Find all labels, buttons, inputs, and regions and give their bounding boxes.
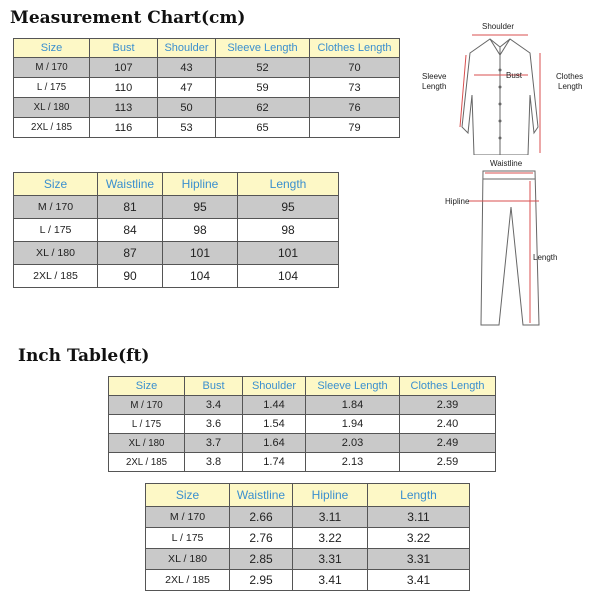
size-cell: XL / 180 [146,549,230,570]
value-cell: 59 [216,78,310,98]
value-cell: 1.84 [306,396,400,415]
waistline-label: Waistline [490,159,523,168]
sleeve-label-1: Sleeve [422,72,447,81]
value-cell: 47 [158,78,216,98]
column-header: Size [14,173,98,196]
value-cell: 2.66 [230,507,293,528]
value-cell: 95 [238,196,339,219]
value-cell: 3.4 [185,396,243,415]
value-cell: 79 [310,118,400,138]
value-cell: 3.22 [368,528,470,549]
value-cell: 43 [158,58,216,78]
table-row [14,118,400,138]
size-cell: M / 170 [14,196,98,219]
table-row [14,196,339,219]
header-row [14,39,400,58]
size-cell: L / 175 [146,528,230,549]
value-cell: 90 [98,265,163,288]
size-cell: XL / 180 [109,434,185,453]
value-cell: 116 [90,118,158,138]
value-cell: 1.54 [243,415,306,434]
value-cell: 2.49 [400,434,496,453]
table-row [146,528,470,549]
header-row [109,377,496,396]
size-cell: XL / 180 [14,242,98,265]
column-header: Sleeve Length [306,377,400,396]
value-cell: 101 [238,242,339,265]
value-cell: 101 [163,242,238,265]
value-cell: 3.41 [293,570,368,591]
size-cell: M / 170 [146,507,230,528]
size-cell: 2XL / 185 [14,265,98,288]
value-cell: 76 [310,98,400,118]
column-header: Size [146,484,230,507]
clothes-label-1: Clothes [556,72,584,81]
size-cell: 2XL / 185 [146,570,230,591]
column-header: Clothes Length [310,39,400,58]
table-row [146,570,470,591]
clothes-label-2: Length [558,82,583,91]
table-row [14,98,400,118]
column-header: Hipline [293,484,368,507]
value-cell: 110 [90,78,158,98]
size-cell: L / 175 [14,78,90,98]
shoulder-label: Shoulder [482,22,515,31]
table-row [146,507,470,528]
value-cell: 98 [238,219,339,242]
inch-top-table [108,376,496,472]
value-cell: 3.6 [185,415,243,434]
value-cell: 2.95 [230,570,293,591]
shirt-outline-icon [462,39,538,155]
value-cell: 98 [163,219,238,242]
value-cell: 1.44 [243,396,306,415]
column-header: Sleeve Length [216,39,310,58]
value-cell: 1.74 [243,453,306,472]
value-cell: 2.03 [306,434,400,453]
value-cell: 3.7 [185,434,243,453]
size-cell: 2XL / 185 [14,118,90,138]
column-header: Size [14,39,90,58]
measurement-chart-heading: Measurement Chart(cm) [10,8,246,28]
size-cell: M / 170 [109,396,185,415]
value-cell: 104 [163,265,238,288]
value-cell: 3.31 [293,549,368,570]
column-header: Size [109,377,185,396]
sleeve-label-2: Length [422,82,447,91]
table-row [109,415,496,434]
value-cell: 104 [238,265,339,288]
value-cell: 95 [163,196,238,219]
inch-pants-table [145,483,470,591]
header-row [14,173,339,196]
column-header: Length [238,173,339,196]
shirt-diagram [418,15,598,155]
cm-top-table [13,38,400,138]
cm-pants-table [13,172,339,288]
value-cell: 113 [90,98,158,118]
pants-diagram [435,155,595,330]
size-cell: L / 175 [109,415,185,434]
value-cell: 2.59 [400,453,496,472]
value-cell: 62 [216,98,310,118]
table-row [14,242,339,265]
value-cell: 2.85 [230,549,293,570]
table-row [14,78,400,98]
pants-measure-lines [469,173,539,323]
value-cell: 53 [158,118,216,138]
column-header: Waistline [230,484,293,507]
hipline-label: Hipline [445,197,470,206]
column-header: Hipline [163,173,238,196]
value-cell: 3.41 [368,570,470,591]
table-row [109,453,496,472]
size-cell: M / 170 [14,58,90,78]
bust-label: Bust [506,71,523,80]
column-header: Bust [90,39,158,58]
value-cell: 65 [216,118,310,138]
column-header: Length [368,484,470,507]
table-row [109,396,496,415]
header-row [146,484,470,507]
column-header: Waistline [98,173,163,196]
value-cell: 50 [158,98,216,118]
value-cell: 52 [216,58,310,78]
value-cell: 1.94 [306,415,400,434]
value-cell: 3.11 [368,507,470,528]
value-cell: 107 [90,58,158,78]
value-cell: 1.64 [243,434,306,453]
value-cell: 2.40 [400,415,496,434]
length-label: Length [533,253,558,262]
column-header: Bust [185,377,243,396]
value-cell: 2.13 [306,453,400,472]
table-row [14,265,339,288]
inch-table-heading: Inch Table(ft) [18,346,150,366]
size-cell: XL / 180 [14,98,90,118]
value-cell: 3.22 [293,528,368,549]
value-cell: 2.39 [400,396,496,415]
value-cell: 81 [98,196,163,219]
size-cell: 2XL / 185 [109,453,185,472]
table-row [14,219,339,242]
size-cell: L / 175 [14,219,98,242]
column-header: Shoulder [243,377,306,396]
value-cell: 3.11 [293,507,368,528]
value-cell: 70 [310,58,400,78]
column-header: Clothes Length [400,377,496,396]
value-cell: 87 [98,242,163,265]
value-cell: 3.8 [185,453,243,472]
value-cell: 73 [310,78,400,98]
table-row [109,434,496,453]
value-cell: 84 [98,219,163,242]
value-cell: 2.76 [230,528,293,549]
column-header: Shoulder [158,39,216,58]
table-row [14,58,400,78]
table-row [146,549,470,570]
value-cell: 3.31 [368,549,470,570]
